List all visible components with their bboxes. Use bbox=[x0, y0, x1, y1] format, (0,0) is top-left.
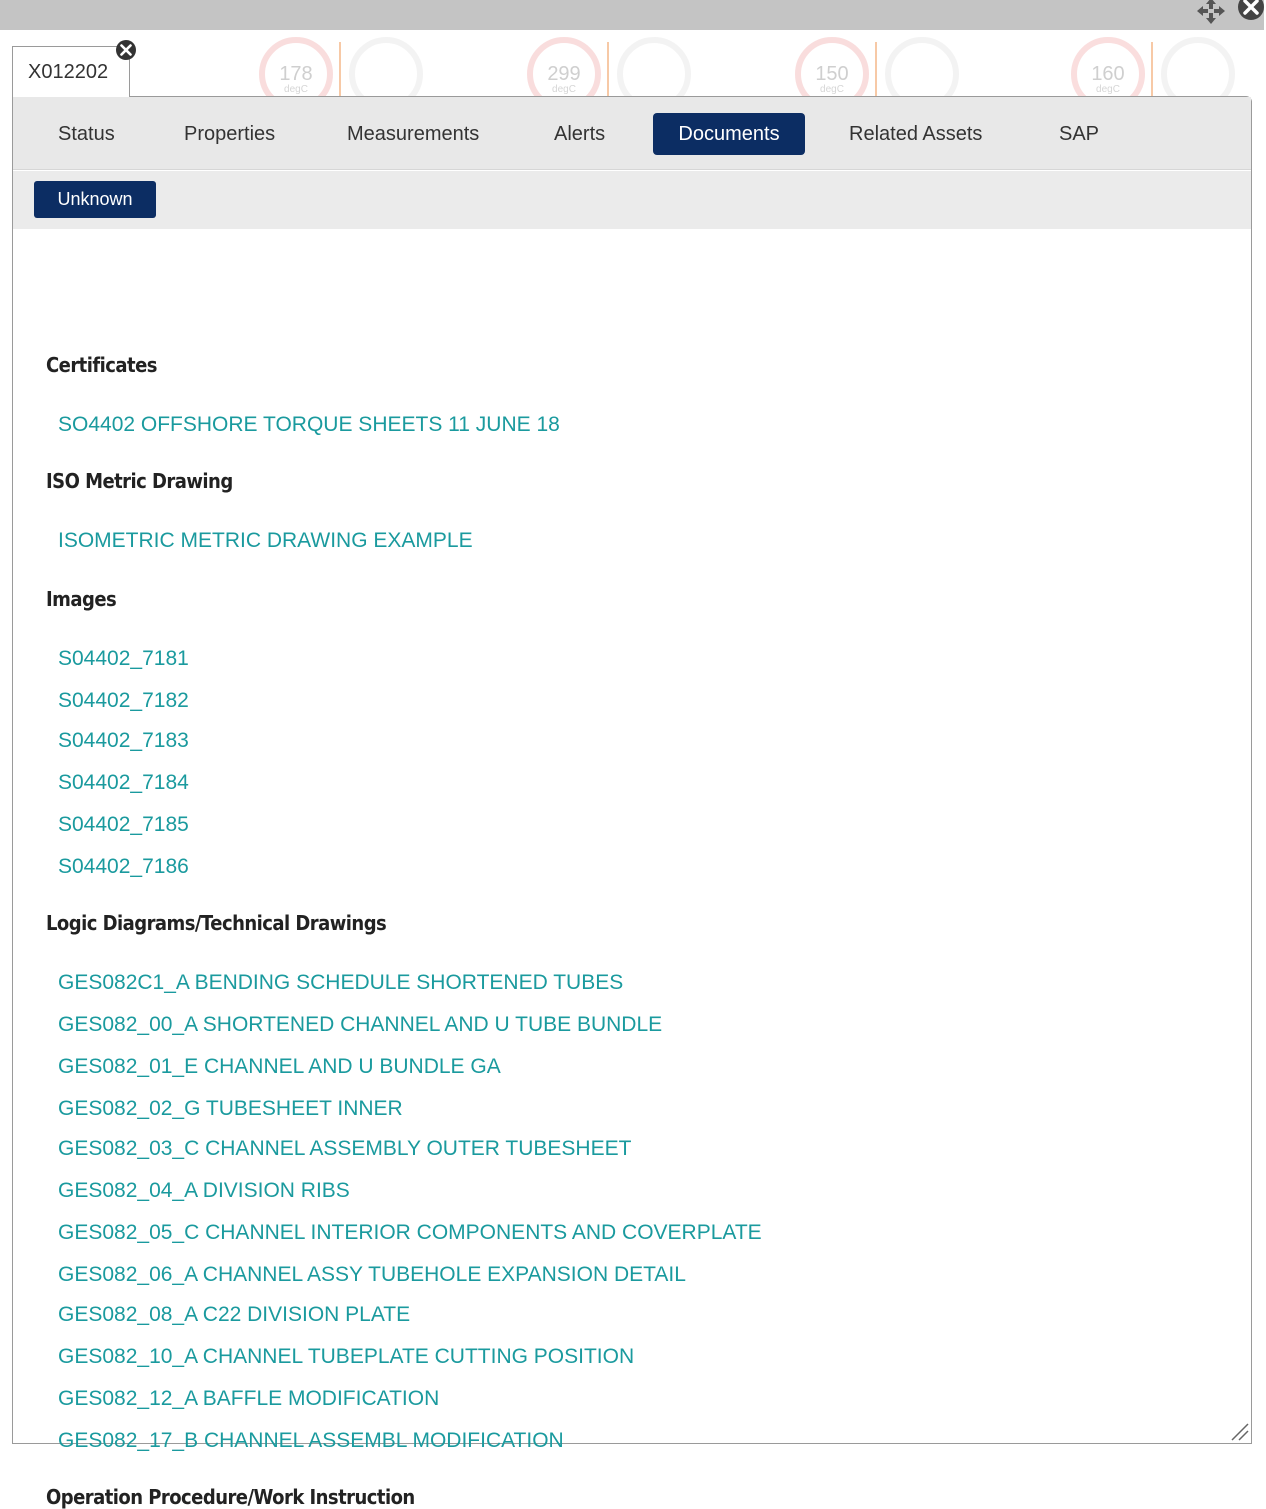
background-gauge-value: 178 bbox=[279, 63, 313, 85]
drawing-link[interactable]: GES082_17_B CHANNEL ASSEMBL MODIFICATION bbox=[58, 1429, 564, 1452]
section-title-logic-diagrams: Logic Diagrams/Technical Drawings bbox=[46, 911, 387, 935]
background-gauge-value: 150 bbox=[815, 63, 849, 85]
document-tab-label: X012202 bbox=[28, 61, 109, 83]
drawing-link[interactable]: GES082_03_C CHANNEL ASSEMBLY OUTER TUBESHEET bbox=[58, 1137, 632, 1160]
section-title-certificates: Certificates bbox=[46, 353, 157, 377]
background-gauge-unit: degC bbox=[820, 84, 844, 95]
drawing-link[interactable]: GES082_05_C CHANNEL INTERIOR COMPONENTS AND COVERPLATE bbox=[58, 1221, 762, 1244]
document-tab[interactable] bbox=[12, 46, 130, 97]
section-title-images: Images bbox=[46, 587, 117, 611]
document-link[interactable]: SO4402 OFFSHORE TORQUE SHEETS 11 JUNE 18 bbox=[58, 413, 560, 436]
drawing-link[interactable]: GES082_06_A CHANNEL ASSY TUBEHOLE EXPANSION DETAIL bbox=[58, 1263, 686, 1286]
section-title-operation-procedure: Operation Procedure/Work Instruction bbox=[46, 1485, 415, 1509]
drawing-link[interactable]: GES082_08_A C22 DIVISION PLATE bbox=[58, 1303, 411, 1326]
tab-bar bbox=[13, 97, 1251, 170]
image-link[interactable]: S04402_7183 bbox=[58, 729, 189, 752]
drawing-link[interactable]: GES082_01_E CHANNEL AND U BUNDLE GA bbox=[58, 1055, 501, 1078]
resize-grip-icon[interactable] bbox=[1229, 1421, 1249, 1441]
section-title-iso-metric-drawing: ISO Metric Drawing bbox=[46, 469, 233, 493]
tab-sap[interactable]: SAP bbox=[1059, 123, 1100, 145]
image-link[interactable]: S04402_7185 bbox=[58, 813, 189, 836]
unknown-filter-button[interactable]: Unknown bbox=[34, 181, 156, 218]
move-arrows-icon[interactable] bbox=[1195, 0, 1227, 25]
drawing-link[interactable]: GES082_04_A DIVISION RIBS bbox=[58, 1179, 350, 1202]
image-link[interactable]: S04402_7181 bbox=[58, 647, 189, 670]
tab-properties[interactable]: Properties bbox=[184, 123, 276, 145]
image-link[interactable]: S04402_7186 bbox=[58, 855, 189, 878]
tab-alerts[interactable]: Alerts bbox=[554, 123, 606, 145]
tab-documents[interactable]: Documents bbox=[653, 113, 805, 155]
background-gauge-unit: degC bbox=[1096, 84, 1120, 95]
background-gauge-value: 299 bbox=[547, 63, 581, 85]
tab-related-assets[interactable]: Related Assets bbox=[849, 123, 983, 145]
drawing-link[interactable]: GES082_12_A BAFFLE MODIFICATION bbox=[58, 1387, 440, 1410]
background-gauge-unit: degC bbox=[284, 84, 308, 95]
close-circle-icon[interactable] bbox=[1236, 0, 1266, 22]
close-circle-icon[interactable] bbox=[114, 38, 138, 62]
drawing-link[interactable]: GES082C1_A BENDING SCHEDULE SHORTENED TUBES bbox=[58, 971, 624, 994]
drawing-link[interactable]: GES082_10_A CHANNEL TUBEPLATE CUTTING POSITION bbox=[58, 1345, 635, 1368]
tab-measurements[interactable]: Measurements bbox=[347, 123, 480, 145]
document-link[interactable]: ISOMETRIC METRIC DRAWING EXAMPLE bbox=[58, 529, 473, 552]
drawing-link[interactable]: GES082_02_G TUBESHEET INNER bbox=[58, 1097, 403, 1120]
background-gauge-unit: degC bbox=[552, 84, 576, 95]
window-title-strip bbox=[0, 0, 1264, 30]
image-link[interactable]: S04402_7184 bbox=[58, 771, 189, 794]
document-panel bbox=[12, 96, 1252, 1509]
filter-bar bbox=[13, 171, 1251, 229]
drawing-link[interactable]: GES082_00_A SHORTENED CHANNEL AND U TUBE BUNDLE bbox=[58, 1013, 663, 1036]
tab-status[interactable]: Status bbox=[58, 123, 115, 145]
image-link[interactable]: S04402_7182 bbox=[58, 689, 189, 712]
background-gauge-value: 160 bbox=[1091, 63, 1125, 85]
